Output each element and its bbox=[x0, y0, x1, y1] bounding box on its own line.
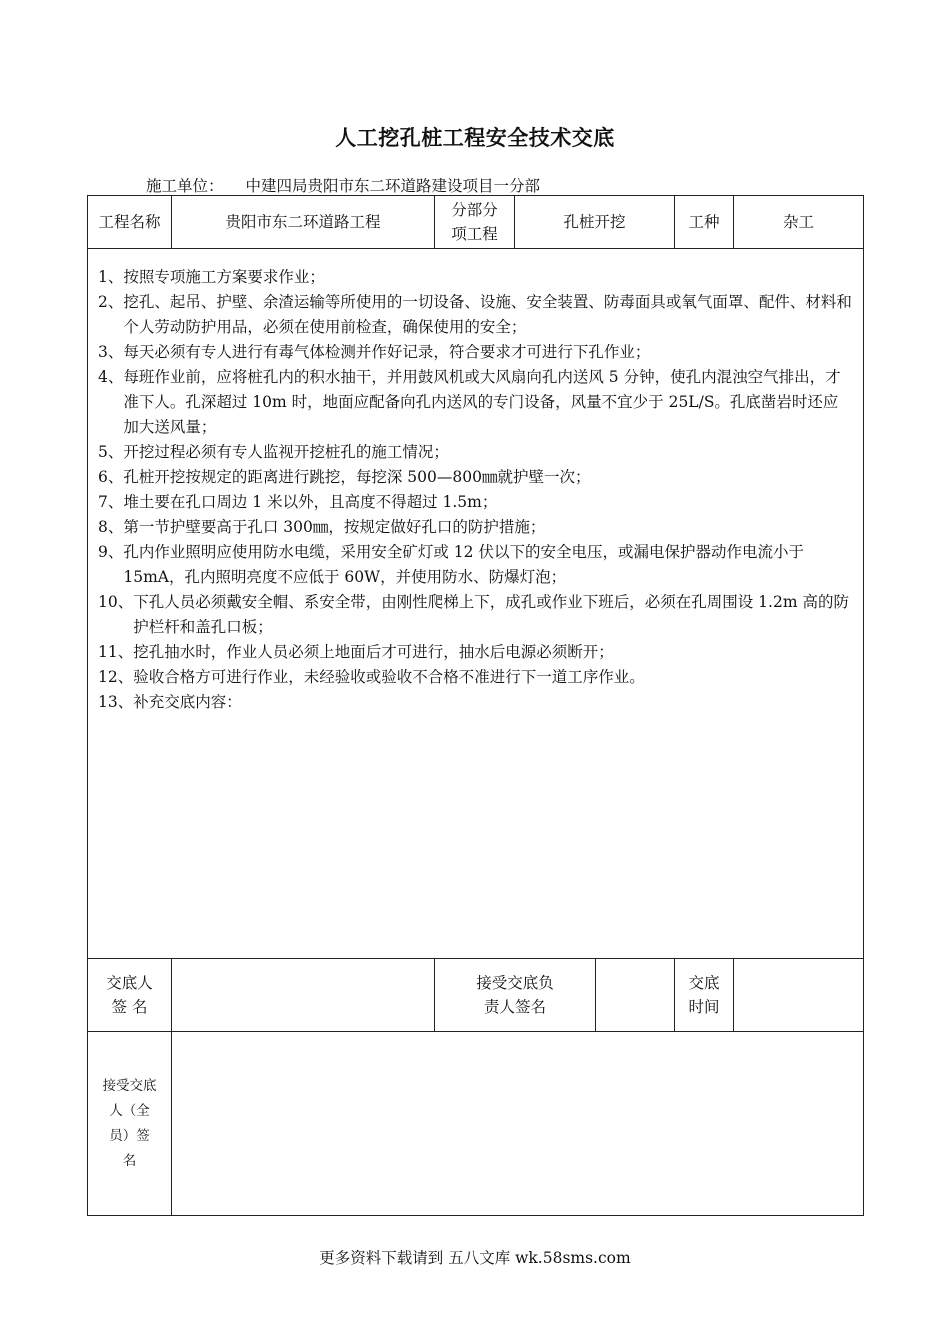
disclosure-item bbox=[98, 265, 853, 290]
disclosure-item-number: 1、 bbox=[98, 268, 124, 286]
discloser-signature-field[interactable] bbox=[172, 959, 435, 1032]
receiver-signature-label: 接受交底负 责人签名 bbox=[435, 959, 596, 1032]
crew-signature-row bbox=[88, 1032, 864, 1216]
disclosure-item bbox=[98, 540, 853, 590]
disclosure-item-number: 5、 bbox=[98, 443, 124, 461]
disclosure-item bbox=[98, 640, 853, 665]
disclosure-time-field[interactable] bbox=[734, 959, 864, 1032]
disclosure-item-text: 补充交底内容： bbox=[133, 693, 242, 711]
discloser-signature-label: 交底人 签 名 bbox=[88, 959, 172, 1032]
disclosure-item-number: 3、 bbox=[98, 343, 124, 361]
disclosure-item bbox=[98, 440, 853, 465]
disclosure-table bbox=[87, 195, 864, 1216]
disclosure-item bbox=[98, 340, 853, 365]
sub-project-label: 分部分 项工程 bbox=[435, 196, 515, 249]
construction-unit-label: 施工单位： bbox=[146, 177, 224, 195]
disclosure-item bbox=[98, 290, 853, 340]
disclosure-item bbox=[98, 490, 853, 515]
signature-row bbox=[88, 959, 864, 1032]
disclosure-item-number: 2、 bbox=[98, 293, 124, 311]
disclosure-item-text: 下孔人员必须戴安全帽、系安全带，由刚性爬梯上下，成孔或作业下班后，必须在孔周围设 1.2m 高的防护栏杆和盖孔口板； bbox=[133, 593, 849, 636]
crew-signature-label: 接受交底 人（全 员）签 名 bbox=[88, 1032, 172, 1216]
project-name-value: 贵阳市东二环道路工程 bbox=[172, 196, 435, 249]
disclosure-item-text: 堆土要在孔口周边 1 米以外，且高度不得超过 1.5m； bbox=[123, 493, 498, 511]
disclosure-item-text: 孔内作业照明应使用防水电缆，采用安全矿灯或 12 伏以下的安全电压，或漏电保护器动作电流小于 15mA，孔内照明亮度不应低于 60W，并使用防水、防爆灯泡； bbox=[123, 543, 804, 586]
disclosure-content bbox=[88, 249, 864, 959]
disclosure-item bbox=[98, 465, 853, 490]
disclosure-item-text: 验收合格方可进行作业，未经验收或验收不合格不准进行下一道工序作业。 bbox=[133, 668, 645, 686]
project-name-label: 工程名称 bbox=[88, 196, 172, 249]
disclosure-item bbox=[98, 665, 853, 690]
disclosure-item-text: 开挖过程必须有专人监视开挖桩孔的施工情况； bbox=[123, 443, 449, 461]
disclosure-item bbox=[98, 515, 853, 540]
disclosure-item-text: 挖孔抽水时，作业人员必须上地面后才可进行，抽水后电源必须断开； bbox=[133, 643, 614, 661]
disclosure-item bbox=[98, 690, 853, 715]
disclosure-item bbox=[98, 590, 853, 640]
footer-note: 更多资料下载请到 五八文库 wk.58sms.com bbox=[319, 1249, 631, 1267]
disclosure-time-label: 交底 时间 bbox=[675, 959, 734, 1032]
disclosure-item-text: 第一节护壁要高于孔口 300㎜，按规定做好孔口的防护措施； bbox=[123, 518, 546, 536]
construction-unit-line bbox=[146, 174, 540, 196]
disclosure-item-text: 按照专项施工方案要求作业； bbox=[123, 268, 325, 286]
header-row bbox=[88, 196, 864, 249]
disclosure-item-number: 11、 bbox=[98, 643, 134, 661]
disclosure-item-number: 7、 bbox=[98, 493, 124, 511]
disclosure-item-number: 8、 bbox=[98, 518, 124, 536]
disclosure-items-list bbox=[88, 249, 863, 715]
disclosure-item-number: 6、 bbox=[98, 468, 124, 486]
trade-label: 工种 bbox=[675, 196, 734, 249]
disclosure-item-text: 每班作业前，应将桩孔内的积水抽干，并用鼓风机或大风扇向孔内送风 5 分钟，使孔内混浊空气排出，才准下人。孔深超过 10m 时，地面应配备向孔内送风的专门设备，风量不宜少于 25L/S。孔底凿岩时还应加大送风量； bbox=[123, 368, 841, 436]
content-row bbox=[88, 249, 864, 959]
disclosure-item-text: 孔桩开挖按规定的距离进行跳挖，每挖深 500—800㎜就护壁一次； bbox=[123, 468, 591, 486]
crew-signature-field[interactable] bbox=[172, 1032, 864, 1216]
disclosure-item-number: 9、 bbox=[98, 543, 124, 561]
disclosure-item bbox=[98, 365, 853, 440]
disclosure-item-number: 10、 bbox=[98, 593, 134, 611]
disclosure-item-number: 4、 bbox=[98, 368, 124, 386]
receiver-signature-field[interactable] bbox=[596, 959, 675, 1032]
disclosure-item-text: 每天必须有专人进行有毒气体检测并作好记录，符合要求才可进行下孔作业； bbox=[123, 343, 651, 361]
document-title: 人工挖孔桩工程安全技术交底 bbox=[335, 125, 615, 150]
disclosure-item-text: 挖孔、起吊、护壁、余渣运输等所使用的一切设备、设施、安全装置、防毒面具或氧气面罩、配件、材料和个人劳动防护用品，必须在使用前检查，确保使用的安全； bbox=[123, 293, 852, 336]
disclosure-item-number: 13、 bbox=[98, 693, 134, 711]
sub-project-value: 孔桩开挖 bbox=[515, 196, 675, 249]
disclosure-item-number: 12、 bbox=[98, 668, 134, 686]
trade-value: 杂工 bbox=[734, 196, 864, 249]
construction-unit-value: 中建四局贵阳市东二环道路建设项目一分部 bbox=[245, 177, 541, 195]
